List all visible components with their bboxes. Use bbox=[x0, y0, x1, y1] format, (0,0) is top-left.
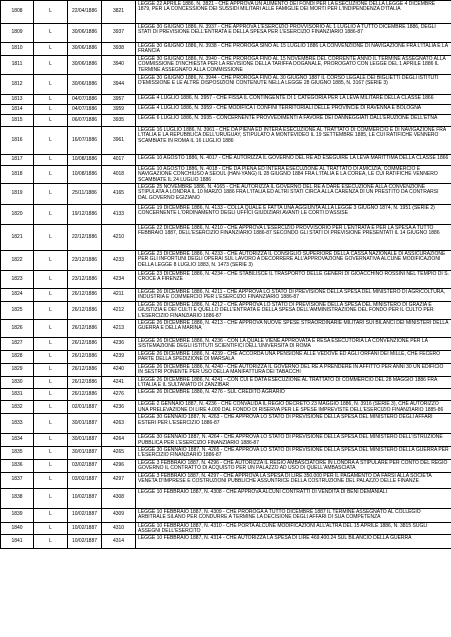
cell-number: 4018 bbox=[102, 165, 136, 183]
cell-type: L bbox=[34, 488, 68, 508]
table-row bbox=[1, 472, 451, 488]
table-row bbox=[1, 154, 451, 165]
table-row bbox=[1, 508, 451, 522]
cell-date: 22/04/1886 bbox=[68, 1, 102, 24]
table-row bbox=[1, 488, 451, 508]
cell-number: 4240 bbox=[102, 363, 136, 376]
cell-id: 1840 bbox=[1, 522, 34, 535]
cell-date: 26/12/1886 bbox=[68, 289, 102, 302]
cell-description: LEGGE 6 LUGLIO 1886, N. 3935 - CONCERNENTE PROVVEDIMENTI A FAVORE DEI DANNEGGIATI DALL'ERUZIONE DELL'ETNA bbox=[136, 114, 451, 126]
table-row bbox=[1, 225, 451, 251]
cell-date: 26/12/1886 bbox=[68, 320, 102, 338]
cell-id: 1834 bbox=[1, 434, 34, 447]
cell-id: 1812 bbox=[1, 74, 34, 94]
table-row bbox=[1, 350, 451, 363]
cell-type: L bbox=[34, 24, 68, 43]
cell-date: 10/02/1887 bbox=[68, 508, 102, 522]
table-row bbox=[1, 165, 451, 183]
cell-id: 1825 bbox=[1, 301, 34, 319]
table-row bbox=[1, 74, 451, 94]
cell-date: 30/06/1886 bbox=[68, 74, 102, 94]
cell-id: 1835 bbox=[1, 446, 34, 459]
cell-type: L bbox=[34, 104, 68, 114]
table-row bbox=[1, 24, 451, 43]
cell-type: L bbox=[34, 446, 68, 459]
cell-number: 4239 bbox=[102, 350, 136, 363]
table-row bbox=[1, 43, 451, 56]
cell-date: 02/01/1887 bbox=[68, 401, 102, 414]
cell-type: L bbox=[34, 74, 68, 94]
cell-id: 1823 bbox=[1, 271, 34, 289]
cell-type: L bbox=[34, 472, 68, 488]
cell-date: 03/02/1887 bbox=[68, 472, 102, 488]
cell-type: L bbox=[34, 43, 68, 56]
cell-id: 1827 bbox=[1, 338, 34, 351]
cell-number: 4165 bbox=[102, 184, 136, 205]
cell-number: 4017 bbox=[102, 154, 136, 165]
cell-type: L bbox=[34, 126, 68, 154]
cell-date: 26/12/1886 bbox=[68, 389, 102, 401]
cell-date: 30/01/1887 bbox=[68, 446, 102, 459]
cell-description: LEGGE 10 FEBBRAIO 1887, N. 4310 - CHE PORTA ALCUNE MODIFICAZIONI ALL'ALTRA DEL 15 APRILE 1886, N. 3815 SUGLI ASSEGNI DELL'ESERCITO bbox=[136, 522, 451, 535]
table-row bbox=[1, 320, 451, 338]
table-body bbox=[1, 1, 451, 549]
cell-type: L bbox=[34, 225, 68, 251]
cell-id: 1830 bbox=[1, 376, 34, 389]
cell-id: 1829 bbox=[1, 363, 34, 376]
cell-id: 1814 bbox=[1, 104, 34, 114]
cell-number: 3938 bbox=[102, 43, 136, 56]
cell-id: 1818 bbox=[1, 165, 34, 183]
cell-id: 1831 bbox=[1, 389, 34, 401]
cell-number: 3957 bbox=[102, 94, 136, 104]
cell-number: 3940 bbox=[102, 55, 136, 74]
cell-date: 04/07/1886 bbox=[68, 94, 102, 104]
table-row bbox=[1, 184, 451, 205]
cell-date: 30/01/1887 bbox=[68, 434, 102, 447]
cell-date: 30/06/1886 bbox=[68, 43, 102, 56]
cell-type: L bbox=[34, 376, 68, 389]
cell-type: L bbox=[34, 184, 68, 205]
table-row bbox=[1, 114, 451, 126]
cell-id: 1815 bbox=[1, 114, 34, 126]
cell-date: 10/02/1887 bbox=[68, 522, 102, 535]
table-row bbox=[1, 126, 451, 154]
cell-id: 1809 bbox=[1, 24, 34, 43]
cell-number: 3935 bbox=[102, 114, 136, 126]
cell-number: 3821 bbox=[102, 1, 136, 24]
cell-description: LEGGE 30 GENNAIO 1887, N. 4263 - CHE APPROVA LO STATO DI PREVISIONE DELLA SPESA DEL MINISTERO DEGLI AFFARI ESTERI PER L'ESERCIZIO 1886-87 bbox=[136, 414, 451, 434]
cell-description: LEGGE 16 LUGLIO 1886, N. 3961 - CHE DA PIENA ED INTERA ESECUZIONE AL TRATTATO DI COMMERCIO E DI NAVIGAZIONE FRA L'ITALIA E LA REPUBBLICA DELL'URUGUAY, STIPULATO A MONTEVIDEO IL 19 SETTEMBRE 1885, LE CUI RATIFICHE VENNERO SCAMBIATE IN ROMA IL 16 LUGLIO 1886 bbox=[136, 126, 451, 154]
cell-description: LEGGE 3 FEBBRAIO 1887, N. 4296 - CHE AUTORIZZA IL REGIO AMBASCIATORE IN LONDRA A STIPULARE PER CONTO DEL REGIO GOVERNO IL CONTRATTO DI ACQUISTO PER UN PALAZZO AD USO DI QUELL'AMBASCIATA bbox=[136, 459, 451, 472]
cell-number: 4276 bbox=[102, 389, 136, 401]
cell-id: 1838 bbox=[1, 488, 34, 508]
cell-date: 25/11/1886 bbox=[68, 184, 102, 205]
cell-date: 10/02/1887 bbox=[68, 535, 102, 549]
cell-number: 3944 bbox=[102, 74, 136, 94]
cell-date: 23/12/1886 bbox=[68, 251, 102, 271]
cell-description: LEGGE 10 FEBBRAIO 1887, N. 4308 - CHE APPROVA ALCUNI CONTRATTI DI VENDITA DI BENI DEMANIALI bbox=[136, 488, 451, 508]
cell-description: LEGGE 26 DICEMBRE 1886, N. 4240 - CHE AUTORIZZA IL GOVERNO DEL RE A PRENDERE IN AFFITTO PER ANNI 30 UN EDIFICIO IN SESTRI PONENTE PER USO DELLA MANIFATTURA DEI TABACCHI bbox=[136, 363, 451, 376]
table-row bbox=[1, 389, 451, 401]
table-row bbox=[1, 522, 451, 535]
cell-id: 1816 bbox=[1, 126, 34, 154]
cell-type: L bbox=[34, 508, 68, 522]
cell-type: L bbox=[34, 350, 68, 363]
table-row bbox=[1, 535, 451, 549]
table-row bbox=[1, 55, 451, 74]
table-row bbox=[1, 446, 451, 459]
cell-date: 06/07/1886 bbox=[68, 114, 102, 126]
cell-date: 10/08/1886 bbox=[68, 154, 102, 165]
cell-type: L bbox=[34, 320, 68, 338]
cell-type: L bbox=[34, 271, 68, 289]
cell-description: LEGGE 26 DICEMBRE 1886, N. 4211 - CHE APPROVA LO STATO DI PREVISIONE DELLA SPESA DEL MINISTERO DI AGRICOLTURA, INDUSTRIA E COMMERCIO PER L'ESERCIZIO FINANZIARIO 1886-87 bbox=[136, 289, 451, 302]
cell-description: LEGGE 30 GENNAIO 1887, N. 4264 - CHE APPROVA LO STATO DI PREVISIONE DELLA SPESA DEL MINISTERO DELL'ISTRUZIONE PUBBLICA PER L'ESERCIZIO FINANZIARIO 1886-87 bbox=[136, 434, 451, 447]
cell-id: 1813 bbox=[1, 94, 34, 104]
cell-id: 1821 bbox=[1, 225, 34, 251]
cell-description: LEGGE 10 FEBBRAIO 1887, N. 4314 - CHE AUTORIZZA LA SPESA DI LIRE 469.400.24 SUL BILANCIO DELLA GUERRA bbox=[136, 535, 451, 549]
table-row bbox=[1, 271, 451, 289]
cell-id: 1817 bbox=[1, 154, 34, 165]
cell-id: 1819 bbox=[1, 184, 34, 205]
cell-number: 4233 bbox=[102, 251, 136, 271]
cell-type: L bbox=[34, 301, 68, 319]
cell-id: 1811 bbox=[1, 55, 34, 74]
cell-number: 4236 bbox=[102, 401, 136, 414]
cell-type: L bbox=[34, 55, 68, 74]
cell-description: LEGGE 10 AGOSTO 1886, N. 4017 - CHE AUTORIZZA IL GOVERNO DEL RE AD ESEGUIRE LA LEVA MARITTIMA DELLA CLASSE 1866 bbox=[136, 154, 451, 165]
table-row bbox=[1, 251, 451, 271]
cell-date: 26/12/1886 bbox=[68, 350, 102, 363]
cell-date: 26/12/1886 bbox=[68, 301, 102, 319]
cell-type: L bbox=[34, 205, 68, 225]
cell-number: 4310 bbox=[102, 522, 136, 535]
cell-description: LEGGE 26 DICEMBRE 1886, N. 4212 - CHE APPROVA LO STATO DI PREVISIONE DELLA SPESA DEL MINISTERO DI GRAZIA E GIUSTIZIA E DEI CULTI E QUELLO DELL'ENTRATA E DELLA SPESA DELL'AMMINISTRAZIONE DEL FONDO PER IL CULTO PER L'ESERCIZIO FINANZIARIO 1886-87 bbox=[136, 301, 451, 319]
cell-number: 4314 bbox=[102, 535, 136, 549]
cell-description: LEGGE 26 DICEMBRE 1886, N. 4236 - CON LA QUALE VIENE APPROVATA E RESA ESECUTORIA LA CONVENZIONE PER LA SISTEMAZIONE DEGLI ISTITUTI SCIENTIFICI DELL'UNIVERSITA DI ROMA bbox=[136, 338, 451, 351]
cell-description: LEGGE 26 DICEMBRE 1886, N. 4241 - CON CUI E DATA ESECUZIONE AL TRATTATO DI COMMERCIO DEL 28 MAGGIO 1886 FRA L'ITALIA E IL SULTANATO DI ZANZIBAR bbox=[136, 376, 451, 389]
table-row bbox=[1, 363, 451, 376]
cell-date: 26/12/1886 bbox=[68, 376, 102, 389]
cell-id: 1832 bbox=[1, 401, 34, 414]
cell-date: 19/12/1886 bbox=[68, 205, 102, 225]
cell-number: 4308 bbox=[102, 488, 136, 508]
cell-description: LEGGE 26 DICEMBRE 1886, N. 4239 - CHE ACCORDA UNA PENSIONE ALLE VEDOVE ED AGLI ORFANI DEI MILLE, CHE FECERO PARTE DELLA SPEDIZIONE DI MARSALA bbox=[136, 350, 451, 363]
table-row bbox=[1, 338, 451, 351]
table-row bbox=[1, 104, 451, 114]
table-row bbox=[1, 401, 451, 414]
cell-id: 1822 bbox=[1, 251, 34, 271]
cell-type: L bbox=[34, 522, 68, 535]
cell-number: 4211 bbox=[102, 289, 136, 302]
table-row bbox=[1, 205, 451, 225]
cell-number: 4296 bbox=[102, 459, 136, 472]
cell-description: LEGGE 22 APRILE 1886, N. 3821 - CHE APPROVA UN AUMENTO DEI FONDI PER LA ESECUZIONE DELLA LEGGE 4 DICEMBRE 1879, PER LA CONCESSIONE DEI SUSSIDI MILITARI ALLE FAMIGLIE DEI MORTI PER L'INDIPENDENZA D'ITALIA bbox=[136, 1, 451, 24]
cell-date: 26/12/1886 bbox=[68, 363, 102, 376]
cell-description: LEGGE 26 DICEMBRE 1886, N. 4276 - SUL CREDITO AGRARIO bbox=[136, 389, 451, 401]
cell-number: 4133 bbox=[102, 205, 136, 225]
cell-number: 4263 bbox=[102, 414, 136, 434]
cell-date: 04/07/1886 bbox=[68, 104, 102, 114]
cell-date: 10/02/1887 bbox=[68, 488, 102, 508]
cell-description: LEGGE 26 DICEMBRE 1886, N. 4213 - CHE APPROVA NUOVE SPESE STRAORDINARIE MILITARI SUI BILANCI DEI MINISTERI DELLA GUERRA E DELLA MARINA bbox=[136, 320, 451, 338]
cell-id: 1826 bbox=[1, 320, 34, 338]
cell-date: 30/01/1887 bbox=[68, 414, 102, 434]
cell-type: L bbox=[34, 338, 68, 351]
cell-date: 22/12/1886 bbox=[68, 225, 102, 251]
table-row bbox=[1, 1, 451, 24]
cell-description: LEGGE 22 DICEMBRE 1886, N. 4210 - CHE APPROVA L'ESERCIZIO PROVVISORIO PER L'ENTRATA E PER LA SPESA A TUTTO FEBBRAIO 1887, DELL'ESERCIZIO FINANZIARIO 1886-87 SECONDO GLI STATI DI PREVISIONE PRESENTATI IL 14 GIUGNO 1886 bbox=[136, 225, 451, 251]
cell-id: 1808 bbox=[1, 1, 34, 24]
cell-id: 1841 bbox=[1, 535, 34, 549]
table-row bbox=[1, 289, 451, 302]
cell-type: L bbox=[34, 1, 68, 24]
cell-description: LEGGE 30 GIUGNO 1886, N. 3940 - CHE PROROGA FINO AL 15 NOVEMBRE DEL CORRENTE ANNO IL TERMINE ASSEGNATO ALLA COMMISSIONE D'INCHIESTA PER LA REVISIONE DELLA TARIFFA DOGANALE, PROROGATO CON LEGGE DEL 1 APRILE 1886 IL TERMINE ASSEGNATO ALLA COMMISSIONE bbox=[136, 55, 451, 74]
cell-type: L bbox=[34, 251, 68, 271]
cell-type: L bbox=[34, 401, 68, 414]
cell-description: LEGGE 2 GENNAIO 1887, N. 4236 - CHE CONVALIDA IL REGIO DECRETO 23 MAGGIO 1886, N. 3916 (SERIE 3), CHE AUTORIZZO UNA PRELEVAZIONE DI LIRE 4.000 DAL FONDO DI RISERVA PER LE SPESE IMPREVISTE DELL'ESERCIZIO FINANZIARIO 1885-86 bbox=[136, 401, 451, 414]
cell-date: 10/08/1886 bbox=[68, 165, 102, 183]
cell-id: 1824 bbox=[1, 289, 34, 302]
cell-date: 16/07/1886 bbox=[68, 126, 102, 154]
cell-type: L bbox=[34, 289, 68, 302]
cell-id: 1837 bbox=[1, 472, 34, 488]
cell-description: LEGGE 30 GIUGNO 1886, N. 3944 - CHE PROROGA FINO AL 30 GIUGNO 1887 IL CORSO LEGALE DEI BIGLIETTI DEGLI ISTITUTI D'EMISSIONE E LE ALTRE DISPOSIZIONI CONTENUTE NELLA LEGGE 28 GIUGNO 1885, N. 3167 (SERIE 3) bbox=[136, 74, 451, 94]
cell-number: 3959 bbox=[102, 104, 136, 114]
cell-date: 26/12/1886 bbox=[68, 338, 102, 351]
cell-date: 30/06/1886 bbox=[68, 24, 102, 43]
cell-type: L bbox=[34, 414, 68, 434]
cell-description: LEGGE 30 GENNAIO 1887, N. 4265 - CHE APPROVA LO STATO DI PREVISIONE DELLA SPESA DEL MINISTERO DELLA GUERRA PER L'ESERCIZIO FINANZIARIO 1886-87 bbox=[136, 446, 451, 459]
cell-description: LEGGE 30 GIUGNO 1886, N. 3937 - CHE APPROVA L'ESERCIZIO PROVVISORIO AL 1 LUGLIO A TUTTO DICEMBRE 1886, DEGLI STATI DI PREVISIONE DELL'ENTRATA E DELLA SPESA PER L'ESERCIZIO FINANZIARIO 1886-87 bbox=[136, 24, 451, 43]
cell-type: L bbox=[34, 94, 68, 104]
cell-date: 23/12/1886 bbox=[68, 271, 102, 289]
cell-type: L bbox=[34, 535, 68, 549]
cell-description: LEGGE 3 FEBBRAIO 1887, N. 4297 - CHE APPROVA LA SPESA DI LIRE 350.000 PER IL PAGAMENTO DA FARSI ALLA SOCIETA VENETA D'IMPRESE E COSTRUZIONI PUBBLICHE ASSUNTRICE DELLA COSTRUZIONE DEL PALAZZO DELLE FINANZE bbox=[136, 472, 451, 488]
table-row bbox=[1, 459, 451, 472]
cell-id: 1828 bbox=[1, 350, 34, 363]
cell-description: LEGGE 10 AGOSTO 1886, N. 4018 - CHE DA PIENA ED INTERA ESECUZIONE AL TRATTATO DI AMICIZIA, COMMERCIO E NAVIGAZIONE CONCHIUSO A SEOUL (HAN-YANG) IL 28 GIUGNO 1884 FRA L'ITALIA E LA COREA, LE CUI RATIFICHE VENNERO SCAMBIATE IL 24 LUGLIO 1886 bbox=[136, 165, 451, 183]
cell-number: 4264 bbox=[102, 434, 136, 447]
cell-type: L bbox=[34, 389, 68, 401]
cell-number: 3961 bbox=[102, 126, 136, 154]
cell-id: 1833 bbox=[1, 414, 34, 434]
cell-id: 1839 bbox=[1, 508, 34, 522]
cell-description: LEGGE 4 LUGLIO 1886, N. 3959 - CHE MODIFICA I CONFINI TERRITORIALI DELLE PROVINCIE DI RAVENNA E BOLOGNA bbox=[136, 104, 451, 114]
table-row bbox=[1, 301, 451, 319]
cell-number: 4213 bbox=[102, 320, 136, 338]
cell-description: LEGGE 30 GIUGNO 1886, N. 3938 - CHE PROROGA SINO AL 15 LUGLIO 1886 LA CONVENZIONE DI NAVIGAZIONE FRA L'ITALIA E LA FRANCIA bbox=[136, 43, 451, 56]
cell-number: 4265 bbox=[102, 446, 136, 459]
cell-description: LEGGE 25 NOVEMBRE 1886, N. 4165 - CHE AUTORIZZA IL GOVERNO DEL RE A DARE ESECUZIONE ALLA CONVENZIONE STIPULATA A LONDRA IL 10 MARZO 1886 FRA L'ITALIA ED ALTRI STATI CIRCA ALLA CARENZA DI UN PRESTITO DA CONTRARSI DAL GOVERNO EGIZIANO bbox=[136, 184, 451, 205]
table-row bbox=[1, 434, 451, 447]
cell-number: 4309 bbox=[102, 508, 136, 522]
cell-number: 4212 bbox=[102, 301, 136, 319]
cell-number: 4236 bbox=[102, 338, 136, 351]
cell-description: LEGGE 23 DICEMBRE 1886, N. 4234 - CHE STABILISCE IL TRASPORTO DELLE GENERI DI GIOACCHINO ROSSINI NEL TEMPIO DI S. CROCE A FIRENZE bbox=[136, 271, 451, 289]
cell-description: LEGGE 10 FEBBRAIO 1887, N. 4309 - CHE PROROGA A TUTTO DICEMBRE 1887 IL TERMINE ASSEGNATO AL COLLEGIO ARBITRALE SILANO PER CONDURRE A TERMINE LA DECISIONE DEGLI AFFARI DI SUA COMPETENZA bbox=[136, 508, 451, 522]
cell-type: L bbox=[34, 154, 68, 165]
cell-number: 4234 bbox=[102, 271, 136, 289]
cell-id: 1810 bbox=[1, 43, 34, 56]
cell-type: L bbox=[34, 363, 68, 376]
cell-date: 03/02/1887 bbox=[68, 459, 102, 472]
cell-type: L bbox=[34, 114, 68, 126]
cell-description: LEGGE 19 DICEMBRE 1886, N. 4133 - COLLA QUALE E FATTA UNA AGGIUNTA ALLA LEGGE 3 GIUGNO 1874, N. 1951 (SERIE 2) CONCERNENTE L'ORDINAMENTO DEGLI UFFICI GIUDIZIARI AVANTI LE CORTI D'ASSISE bbox=[136, 205, 451, 225]
cell-id: 1836 bbox=[1, 459, 34, 472]
cell-type: L bbox=[34, 459, 68, 472]
cell-description: LEGGE 23 DICEMBRE 1886, N. 4233 - CHE AUTORIZZA IL CONSIGLIO SUPERIORE DELLA CASSA NAZIONALE DI ASSICURAZIONE PER GLI INFORTUNI DEGLI OPERAI SUL LAVORO A DECORRERE ALL'APPROVAZIONE GOVERNATIVA ALCUNE MODIFICAZIONI DELLA LEGGE 8 LUGLIO 1883, N. 1473 (SERIE 3) bbox=[136, 251, 451, 271]
cell-number: 3937 bbox=[102, 24, 136, 43]
cell-description: LEGGE 4 LUGLIO 1886, N. 3957 - CHE FISSA IL CONTINGENTE DI 1 CATEGORIA PER LA LEVA MILITARE DELLA CLASSE 1866 bbox=[136, 94, 451, 104]
table-row bbox=[1, 376, 451, 389]
table-row bbox=[1, 94, 451, 104]
cell-number: 4241 bbox=[102, 376, 136, 389]
cell-date: 30/06/1886 bbox=[68, 55, 102, 74]
cell-number: 4210 bbox=[102, 225, 136, 251]
cell-id: 1820 bbox=[1, 205, 34, 225]
cell-type: L bbox=[34, 165, 68, 183]
table-row bbox=[1, 414, 451, 434]
cell-number: 4297 bbox=[102, 472, 136, 488]
cell-type: L bbox=[34, 434, 68, 447]
